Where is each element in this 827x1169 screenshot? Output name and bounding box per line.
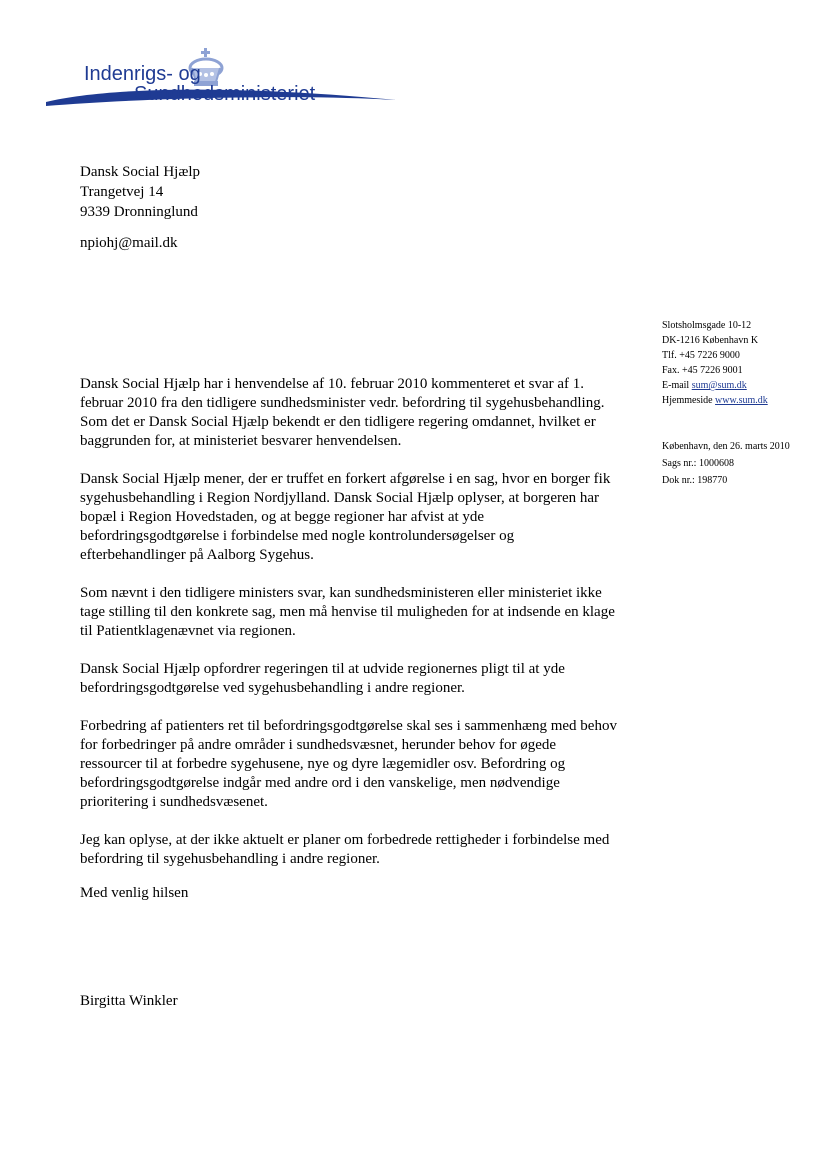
recipient-email: npiohj@mail.dk <box>80 235 178 251</box>
recipient-name: Dansk Social Hjælp <box>80 164 200 180</box>
sender-email-link[interactable]: sum@sum.dk <box>691 380 747 391</box>
recipient-city: 9339 Dronninglund <box>80 204 198 220</box>
letter-body <box>80 375 620 888</box>
sender-street: Slotsholmsgade 10-12 <box>662 320 752 331</box>
logo-line-2: Sundhedsministeriet <box>134 83 316 105</box>
recipient-street: Trangetvej 14 <box>80 184 164 200</box>
signature-name: Birgitta Winkler <box>80 993 178 1009</box>
letter-date: København, den 26. marts 2010 <box>662 441 790 452</box>
case-number: Sags nr.: 1000608 <box>662 458 734 469</box>
letter-meta <box>662 438 790 489</box>
sender-email-label: E-mail <box>662 380 692 391</box>
sender-homepage-link[interactable]: www.sum.dk <box>715 395 768 406</box>
document-number: Dok nr.: 198770 <box>662 475 728 486</box>
closing: Med venlig hilsen <box>80 885 189 901</box>
sender-homepage-row <box>662 393 768 408</box>
sender-phone: Tlf. +45 7226 9000 <box>662 350 740 361</box>
sender-city: DK-1216 København K <box>662 335 759 346</box>
body-paragraph: Dansk Social Hjælp har i henvendelse af 10. februar 2010 kommenteret et svar af 1. februar 2010 fra den tidligere sundhedsminister vedr. befordring til sygehusbehandling. Som det er Dansk Social Hjælp bekendt er den tidligere regering omdannet, hvilket er baggrunden for, at ministeriet besvarer henvendelsen. <box>80 376 605 449</box>
sender-address <box>662 318 768 408</box>
body-paragraph: Som nævnt i den tidligere ministers svar, kan sundhedsministeren eller ministeriet ikke tage stilling til den konkrete sag, men må henvise til muligheden for at indsende en klage til Patientklagenævnet via regionen. <box>80 585 615 639</box>
sender-email-row <box>662 378 768 393</box>
body-paragraph: Jeg kan oplyse, at der ikke aktuelt er planer om forbedrede rettigheder i forbindelse med befordring til sygehusbehandling i andre regioner. <box>80 832 610 867</box>
recipient-address <box>80 162 200 222</box>
ministry-logo <box>44 44 400 116</box>
logo-line-1: Indenrigs- og <box>84 63 201 85</box>
body-paragraph: Dansk Social Hjælp mener, der er truffet en forkert afgørelse i en sag, hvor en borger fik sygehusbehandling i Region Nordjylland. Dansk Social Hjælp oplyser, at borgeren har bopæl i Region Hovedstaden, og at begge regioner har afvist at yde befordringsgodtgørelse i forbindelse med nogle kontrolundersøgelser og efterbehandlinger på Aalborg Sygehus. <box>80 471 611 563</box>
sender-homepage-label: Hjemmeside <box>662 395 716 406</box>
sender-fax: Fax. +45 7226 9001 <box>662 365 743 376</box>
body-paragraph: Dansk Social Hjælp opfordrer regeringen til at udvide regionernes pligt til at yde befordringsgodtgørelse ved sygehusbehandling i andre regioner. <box>80 661 565 696</box>
body-paragraph: Forbedring af patienters ret til befordringsgodtgørelse skal ses i sammenhæng med behov for forbedringer på andre områder i sundhedsvæsnet, herunder behov for øgede ressourcer til at forbedre sygehusene, nye og dyre lægemidler osv. Befordring og befordringsgodtgørelse indgår med andre ord i den vanskelige, men nødvendige prioritering i sundhedsvæsenet. <box>80 718 617 810</box>
